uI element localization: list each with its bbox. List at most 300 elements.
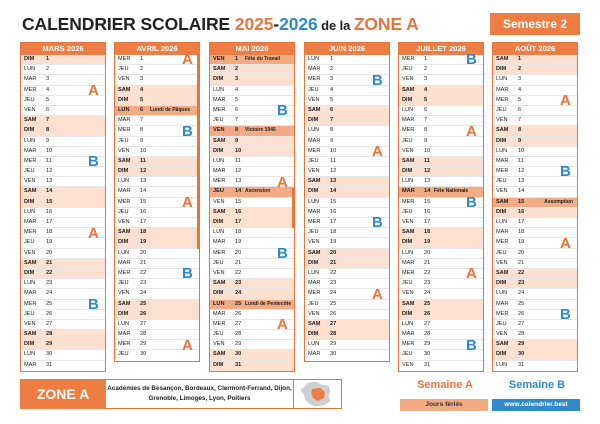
- day-row: [493, 147, 577, 157]
- weekday-label: LUN: [496, 290, 508, 297]
- day-row: [305, 238, 389, 248]
- day-row: [399, 147, 483, 157]
- weekday-label: VEN: [213, 269, 225, 276]
- day-number: 10: [140, 147, 147, 154]
- day-number: 19: [424, 239, 431, 246]
- day-number: 7: [518, 117, 522, 124]
- weekday-label: JEU: [118, 280, 129, 287]
- day-number: 28: [330, 331, 337, 338]
- day-row: [210, 218, 294, 228]
- day-row: [493, 116, 577, 126]
- day-row: [210, 55, 294, 65]
- day-number: 23: [46, 280, 53, 287]
- day-row: [21, 187, 105, 197]
- day-number: 19: [235, 239, 242, 246]
- weekday-label: VEN: [496, 117, 508, 124]
- weekday-label: VEN: [118, 219, 130, 225]
- day-row: [210, 157, 294, 167]
- day-row: [210, 228, 294, 238]
- week-zone-label: B: [466, 336, 477, 354]
- day-row: [115, 320, 199, 330]
- weekday-label: VEN: [402, 361, 414, 368]
- page-title: [22, 14, 419, 38]
- day-number: 24: [46, 290, 53, 297]
- day-row: [21, 249, 105, 259]
- weekday-label: SAM: [496, 56, 509, 62]
- day-number: 4: [46, 86, 50, 93]
- day-row: [493, 137, 577, 147]
- day-number: 23: [235, 280, 242, 287]
- day-number: 22: [330, 269, 337, 276]
- weekday-label: SAM: [24, 331, 37, 338]
- day-row: [305, 55, 389, 65]
- weekday-label: LUN: [118, 106, 130, 113]
- day-row: [21, 330, 105, 340]
- day-number: 25: [518, 300, 525, 307]
- weekday-label: DIM: [496, 137, 507, 144]
- weekday-label: MAR: [496, 229, 509, 236]
- weekday-label: JEU: [213, 117, 224, 124]
- day-number: 2: [424, 66, 428, 73]
- day-row: [399, 249, 483, 259]
- weekday-label: LUN: [496, 76, 508, 83]
- day-row: [21, 137, 105, 147]
- weekday-label: LUN: [308, 127, 320, 134]
- day-row: [21, 177, 105, 187]
- day-number: 11: [330, 157, 336, 164]
- day-row: [115, 218, 199, 228]
- day-row: [115, 228, 199, 238]
- day-number: 21: [46, 259, 53, 266]
- day-row: [399, 320, 483, 330]
- day-number: 31: [518, 361, 525, 368]
- title-de-la: de la: [317, 18, 354, 33]
- weekday-label: JEU: [118, 351, 129, 358]
- week-zone-label: B: [277, 244, 288, 262]
- weekday-label: LUN: [496, 147, 508, 154]
- day-number: 7: [330, 117, 334, 124]
- day-row: [115, 300, 199, 310]
- day-row: [305, 116, 389, 126]
- day-number: 24: [235, 290, 242, 297]
- day-number: 29: [518, 341, 525, 348]
- weekday-label: JEU: [402, 208, 413, 215]
- academies-line-1: Académies de Besançon, Bordeaux, Clermont-Ferrand, Dijon,: [107, 385, 292, 392]
- day-row: [210, 361, 294, 371]
- weekday-label: LUN: [213, 157, 225, 164]
- weekday-label: JEU: [213, 331, 224, 338]
- weekday-label: JEU: [213, 188, 224, 195]
- weekday-label: VEN: [308, 310, 320, 317]
- weekday-label: VEN: [118, 76, 130, 83]
- weekday-label: LUN: [24, 208, 36, 215]
- day-row: [305, 320, 389, 330]
- day-row: [305, 187, 389, 197]
- day-number: 6: [518, 106, 522, 113]
- month-header: JUIN 2026: [305, 43, 389, 55]
- weekday-label: MER: [496, 239, 509, 246]
- month-header: MAI 2026: [210, 43, 294, 55]
- weekday-label: LUN: [496, 219, 508, 225]
- title-year-end: 2026: [279, 14, 318, 34]
- day-number: 27: [46, 320, 53, 327]
- week-zone-label: B: [466, 51, 477, 69]
- day-row: [21, 279, 105, 289]
- weekday-label: MAR: [118, 188, 131, 195]
- weekday-label: LUN: [308, 56, 320, 62]
- day-number: 9: [140, 137, 144, 144]
- day-row: [399, 228, 483, 238]
- day-number: 1: [424, 56, 428, 62]
- day-number: 3: [330, 76, 334, 83]
- day-number: 1: [140, 56, 144, 62]
- weekday-label: MER: [308, 290, 321, 297]
- weekday-label: SAM: [118, 229, 131, 236]
- day-row: [115, 310, 199, 320]
- day-number: 18: [140, 229, 147, 236]
- weekday-label: VEN: [308, 96, 320, 103]
- day-number: 13: [518, 178, 525, 185]
- day-row: [21, 350, 105, 360]
- weekday-label: VEN: [118, 147, 130, 154]
- day-row: [210, 350, 294, 360]
- weekday-label: DIM: [496, 208, 507, 215]
- week-zone-label: B: [88, 153, 99, 171]
- day-number: 12: [235, 168, 242, 175]
- weekday-label: MAR: [496, 300, 509, 307]
- day-number: 4: [424, 86, 428, 93]
- day-row: [210, 126, 294, 136]
- weekday-label: MAR: [402, 117, 415, 124]
- weekday-label: SAM: [118, 157, 131, 164]
- weekday-label: MER: [496, 168, 509, 175]
- day-row: [115, 157, 199, 167]
- day-number: 16: [235, 208, 242, 215]
- weekday-label: MER: [213, 106, 226, 113]
- weekday-label: MER: [118, 127, 131, 134]
- day-number: 29: [424, 341, 431, 348]
- day-number: 7: [424, 117, 428, 124]
- weekday-label: MER: [402, 127, 415, 134]
- day-number: 16: [424, 208, 431, 215]
- weekday-label: SAM: [213, 66, 226, 73]
- day-number: 8: [424, 127, 428, 134]
- day-row: [493, 269, 577, 279]
- day-row: [399, 300, 483, 310]
- day-number: 22: [424, 269, 431, 276]
- day-row: [115, 86, 199, 96]
- weekday-label: VEN: [308, 239, 320, 246]
- weekday-label: JEU: [402, 66, 413, 73]
- holiday-label: Lundi de Pâques: [150, 106, 191, 113]
- weekday-label: LUN: [308, 341, 320, 348]
- day-row: [305, 126, 389, 136]
- weekday-label: VEN: [213, 341, 225, 348]
- weekday-label: DIM: [496, 280, 507, 287]
- day-number: 31: [424, 361, 431, 368]
- weekday-label: VEN: [213, 198, 225, 205]
- day-row: [493, 340, 577, 350]
- day-row: [399, 177, 483, 187]
- day-row: [210, 75, 294, 85]
- day-row: [305, 350, 389, 360]
- day-row: [21, 198, 105, 208]
- weekday-label: SAM: [24, 259, 37, 266]
- weekday-label: MER: [308, 147, 321, 154]
- day-number: 18: [518, 229, 525, 236]
- day-row: [305, 249, 389, 259]
- week-zone-label: B: [466, 193, 477, 211]
- weekday-label: DIM: [24, 198, 35, 205]
- weekday-label: MAR: [24, 76, 37, 83]
- day-number: 31: [235, 361, 242, 368]
- week-zone-label: A: [182, 51, 193, 69]
- day-number: 13: [46, 178, 53, 185]
- weekday-label: VEN: [402, 290, 414, 297]
- day-number: 5: [330, 96, 334, 103]
- day-row: [21, 208, 105, 218]
- month-3: [304, 42, 390, 362]
- weekday-label: VEN: [213, 127, 225, 134]
- weekday-label: MAR: [213, 239, 226, 246]
- day-row: [21, 259, 105, 269]
- day-number: 6: [424, 106, 428, 113]
- day-number: 5: [235, 96, 239, 103]
- day-row: [305, 340, 389, 350]
- week-zone-label: B: [560, 163, 571, 181]
- weekday-label: JEU: [213, 259, 224, 266]
- weekday-label: LUN: [496, 361, 508, 368]
- day-row: [115, 238, 199, 248]
- weekday-label: JEU: [496, 249, 507, 256]
- day-number: 20: [330, 249, 337, 256]
- day-number: 22: [518, 269, 525, 276]
- day-row: [493, 259, 577, 269]
- weekday-label: MAR: [308, 351, 321, 358]
- day-number: 27: [140, 320, 147, 327]
- day-number: 12: [46, 168, 53, 175]
- day-number: 12: [424, 168, 431, 175]
- weekday-label: SAM: [213, 208, 226, 215]
- day-row: [493, 279, 577, 289]
- day-number: 5: [424, 96, 428, 103]
- day-number: 29: [330, 341, 337, 348]
- day-number: 30: [235, 351, 242, 358]
- weekday-label: JEU: [24, 239, 35, 246]
- weekday-label: VEN: [213, 56, 225, 62]
- day-number: 18: [46, 229, 53, 236]
- week-zone-label: A: [560, 234, 571, 252]
- day-row: [115, 167, 199, 177]
- day-number: 25: [46, 300, 53, 307]
- day-row: [21, 269, 105, 279]
- day-number: 28: [518, 331, 525, 338]
- month-header: AVRIL 2026: [115, 43, 199, 55]
- day-number: 8: [46, 127, 50, 134]
- weekday-label: VEN: [308, 168, 320, 175]
- day-number: 12: [518, 168, 525, 175]
- weekday-label: SAM: [213, 280, 226, 287]
- day-number: 10: [235, 147, 242, 154]
- weekday-label: LUN: [213, 229, 225, 236]
- day-row: [493, 198, 577, 208]
- title-year-dash: -: [273, 14, 280, 34]
- weekday-label: LUN: [213, 86, 225, 93]
- day-number: 2: [330, 66, 334, 73]
- academies-line-2: Grenoble, Limoges, Lyon, Poitiers: [148, 395, 251, 402]
- day-number: 16: [518, 208, 525, 215]
- weekday-label: JEU: [118, 208, 129, 215]
- day-number: 5: [46, 96, 50, 103]
- weekday-label: JEU: [308, 86, 319, 93]
- day-number: 14: [46, 188, 53, 195]
- weekday-label: MER: [213, 320, 226, 327]
- weekday-label: LUN: [213, 300, 225, 307]
- day-row: [210, 137, 294, 147]
- day-row: [210, 65, 294, 75]
- day-number: 17: [424, 219, 431, 225]
- day-number: 6: [46, 106, 50, 113]
- weekday-label: VEN: [402, 219, 414, 225]
- day-number: 25: [140, 300, 147, 307]
- day-number: 25: [235, 300, 242, 307]
- weekday-label: MAR: [213, 96, 226, 103]
- day-number: 14: [518, 188, 525, 195]
- weekday-label: JEU: [308, 157, 319, 164]
- day-number: 25: [424, 300, 431, 307]
- website-link[interactable]: www.calendrier.best: [492, 399, 580, 411]
- day-row: [210, 279, 294, 289]
- day-number: 13: [424, 178, 431, 185]
- weekday-label: DIM: [402, 96, 413, 103]
- week-zone-label: A: [88, 224, 99, 242]
- weekday-label: MER: [24, 300, 37, 307]
- title-zone: ZONE A: [353, 14, 419, 34]
- weekday-label: JEU: [118, 137, 129, 144]
- day-number: 29: [140, 341, 147, 348]
- weekday-label: MER: [308, 219, 321, 225]
- day-row: [305, 310, 389, 320]
- holiday-label: Fête Nationale: [434, 188, 469, 195]
- day-row: [399, 96, 483, 106]
- day-row: [399, 310, 483, 320]
- day-row: [21, 320, 105, 330]
- weekday-label: MAR: [24, 290, 37, 297]
- weekday-label: JEU: [308, 300, 319, 307]
- weekday-label: MER: [213, 249, 226, 256]
- weekday-label: SAM: [118, 86, 131, 93]
- weekday-label: DIM: [213, 219, 224, 225]
- day-row: [305, 106, 389, 116]
- weekday-label: MAR: [118, 117, 131, 124]
- weekday-label: MAR: [118, 259, 131, 266]
- weekday-label: VEN: [402, 76, 414, 83]
- weekday-label: MER: [24, 157, 37, 164]
- weekday-label: MER: [402, 269, 415, 276]
- day-row: [21, 340, 105, 350]
- weekday-label: DIM: [118, 168, 129, 175]
- weekday-label: LUN: [118, 178, 130, 185]
- weekday-label: VEN: [24, 178, 36, 185]
- week-zone-label: A: [88, 81, 99, 99]
- weekday-label: SAM: [496, 269, 509, 276]
- weekday-label: LUN: [402, 249, 414, 256]
- weekday-label: MER: [402, 341, 415, 348]
- day-number: 14: [424, 188, 431, 195]
- day-row: [210, 198, 294, 208]
- weekday-label: MAR: [118, 331, 131, 338]
- day-number: 2: [140, 66, 144, 73]
- weekday-label: DIM: [118, 310, 129, 317]
- weekday-label: MER: [308, 76, 321, 83]
- day-number: 18: [235, 229, 242, 236]
- day-number: 3: [235, 76, 239, 83]
- weekday-label: MAR: [402, 259, 415, 266]
- weekday-label: SAM: [213, 137, 226, 144]
- day-number: 21: [140, 259, 147, 266]
- weekday-label: DIM: [24, 127, 35, 134]
- weekday-label: MAR: [24, 147, 37, 154]
- day-number: 14: [330, 188, 337, 195]
- day-number: 4: [235, 86, 239, 93]
- weekday-label: LUN: [118, 320, 130, 327]
- day-number: 12: [330, 168, 337, 175]
- weekday-label: LUN: [24, 280, 36, 287]
- weekday-label: MER: [24, 86, 37, 93]
- day-number: 11: [46, 157, 52, 164]
- day-number: 26: [46, 310, 53, 317]
- day-number: 13: [235, 178, 242, 185]
- day-number: 7: [235, 117, 239, 124]
- weekday-label: SAM: [24, 188, 37, 195]
- day-number: 10: [518, 147, 525, 154]
- day-number: 30: [518, 351, 525, 358]
- weekday-label: SAM: [24, 117, 37, 124]
- weekday-label: LUN: [118, 249, 130, 256]
- day-number: 24: [424, 290, 431, 297]
- day-number: 18: [424, 229, 431, 236]
- weekday-label: LUN: [402, 106, 414, 113]
- day-number: 13: [140, 178, 147, 185]
- weekday-label: SAM: [402, 300, 415, 307]
- day-number: 23: [140, 280, 147, 287]
- weekday-label: JEU: [402, 137, 413, 144]
- day-number: 17: [140, 219, 147, 225]
- weekday-label: SAM: [308, 178, 321, 185]
- day-number: 7: [140, 117, 144, 124]
- legend-semaine-b: Semaine B: [508, 379, 566, 391]
- day-number: 15: [46, 198, 53, 205]
- day-row: [210, 340, 294, 350]
- week-zone-label: B: [560, 306, 571, 324]
- day-number: 20: [424, 249, 431, 256]
- day-row: [493, 65, 577, 75]
- weekday-label: MER: [118, 341, 131, 348]
- day-number: 14: [140, 188, 147, 195]
- week-zone-label: A: [372, 285, 383, 303]
- day-number: 8: [140, 127, 144, 134]
- day-number: 2: [46, 66, 50, 73]
- weekday-label: MAR: [496, 86, 509, 93]
- legend-semaine-a: Semaine A: [417, 379, 473, 391]
- day-number: 14: [235, 188, 242, 195]
- weekday-label: VEN: [24, 106, 36, 113]
- weekday-label: DIM: [402, 168, 413, 175]
- day-row: [493, 75, 577, 85]
- day-number: 31: [46, 361, 53, 368]
- day-number: 19: [46, 239, 53, 246]
- weekday-label: MER: [402, 198, 415, 205]
